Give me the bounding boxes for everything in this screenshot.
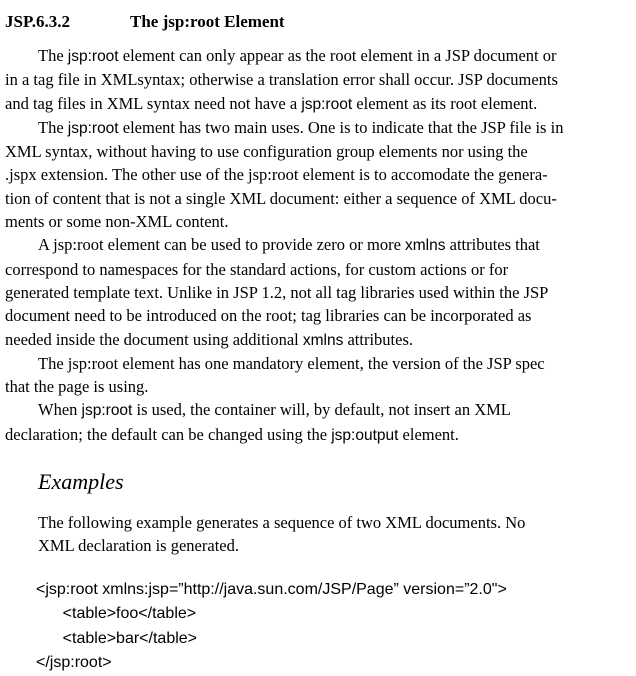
text-run: When (38, 400, 82, 420)
body-paragraphs (5, 44, 632, 447)
text-line (5, 375, 632, 398)
code-term: jsp:root (67, 119, 119, 137)
paragraph (5, 44, 632, 116)
text-run: attributes. (343, 329, 413, 349)
code-term: jsp:root (301, 95, 353, 113)
text-run: in a tag file in XMLsyntax; otherwise a translation error shall occur. JSP documents (5, 70, 558, 90)
examples-intro-paragraph (38, 511, 632, 558)
code-block (36, 578, 632, 676)
code-term: xmlns (302, 331, 344, 349)
text-line (5, 233, 632, 257)
text-run: document need to be introduced on the root; tag libraries can be incorporated as (5, 306, 532, 326)
text-run: A jsp:root element can be used to provide zero or more (38, 235, 406, 255)
text-line (5, 423, 632, 447)
code-term: jsp:root (81, 402, 133, 420)
examples-heading: Examples (38, 469, 124, 495)
text-run: XML declaration is generated. (38, 536, 239, 556)
code-term: jsp:root (67, 48, 119, 65)
text-run: The jsp:root element has one mandatory element, the version of the JSP spec (38, 353, 545, 373)
text-run: correspond to namespaces for the standard actions, for custom actions or for (5, 259, 509, 279)
text-run: tion of content that is not a single XML document: either a sequence of XML docu- (5, 188, 557, 208)
text-run: element has two main uses. One is to indicate that the JSP file is in (118, 117, 564, 137)
paragraph (5, 233, 632, 351)
code-term: xmlns (405, 237, 446, 255)
text-run: The (38, 117, 68, 137)
text-run: generated template text. Unlike in JSP 1.2, not all tag libraries used within the JSP (5, 282, 549, 302)
text-line (5, 281, 632, 304)
text-run: The following example generates a sequence of two XML documents. No (38, 513, 526, 533)
section-heading (5, 12, 632, 32)
text-line (5, 328, 632, 352)
text-line (5, 304, 632, 327)
section-title: The jsp:root Element (130, 12, 285, 31)
text-line (5, 187, 632, 210)
text-run: <table>foo</table> (36, 605, 197, 623)
text-line (5, 68, 632, 91)
text-line (5, 92, 632, 116)
text-line (5, 210, 632, 233)
text-run: </jsp:root> (36, 654, 112, 672)
text-run: attributes that (445, 235, 540, 255)
text-line (5, 258, 632, 281)
paragraph (5, 398, 632, 447)
text-line (5, 352, 632, 375)
text-run: element. (398, 424, 459, 444)
text-line (5, 116, 632, 140)
text-run: ments or some non-XML content. (5, 212, 229, 232)
text-run: that the page is using. (5, 377, 149, 397)
text-line (5, 140, 632, 163)
code-line (36, 578, 632, 603)
text-run: The (38, 46, 68, 65)
intro-line (38, 511, 632, 534)
paragraph (5, 116, 632, 233)
text-line (5, 44, 632, 68)
code-line (36, 627, 632, 652)
text-line (5, 163, 632, 186)
code-term: jsp:output (331, 426, 399, 444)
text-line (5, 398, 632, 422)
section-number: JSP.6.3.2 (5, 12, 71, 31)
text-run: <table>bar</table> (36, 629, 198, 647)
text-run: element as its root element. (352, 93, 538, 113)
text-run: needed inside the document using additional (5, 329, 303, 349)
text-run: .jspx extension. The other use of the jsp:root element is to accomodate the genera- (5, 165, 548, 185)
code-line (36, 602, 632, 627)
text-run: element can only appear as the root element in a JSP document or (118, 46, 557, 65)
paragraph (5, 352, 632, 399)
text-run: is used, the container will, by default, not insert an XML (132, 400, 511, 420)
text-run: and tag files in XML syntax need not have a (5, 93, 302, 113)
text-run: XML syntax, without having to use configuration group elements nor using the (5, 142, 528, 162)
text-run: <jsp:root xmlns:jsp=”http://java.sun.com/JSP/Page” version=”2.0"> (36, 580, 507, 598)
intro-line (38, 534, 632, 557)
text-run: declaration; the default can be changed using the (5, 424, 332, 444)
